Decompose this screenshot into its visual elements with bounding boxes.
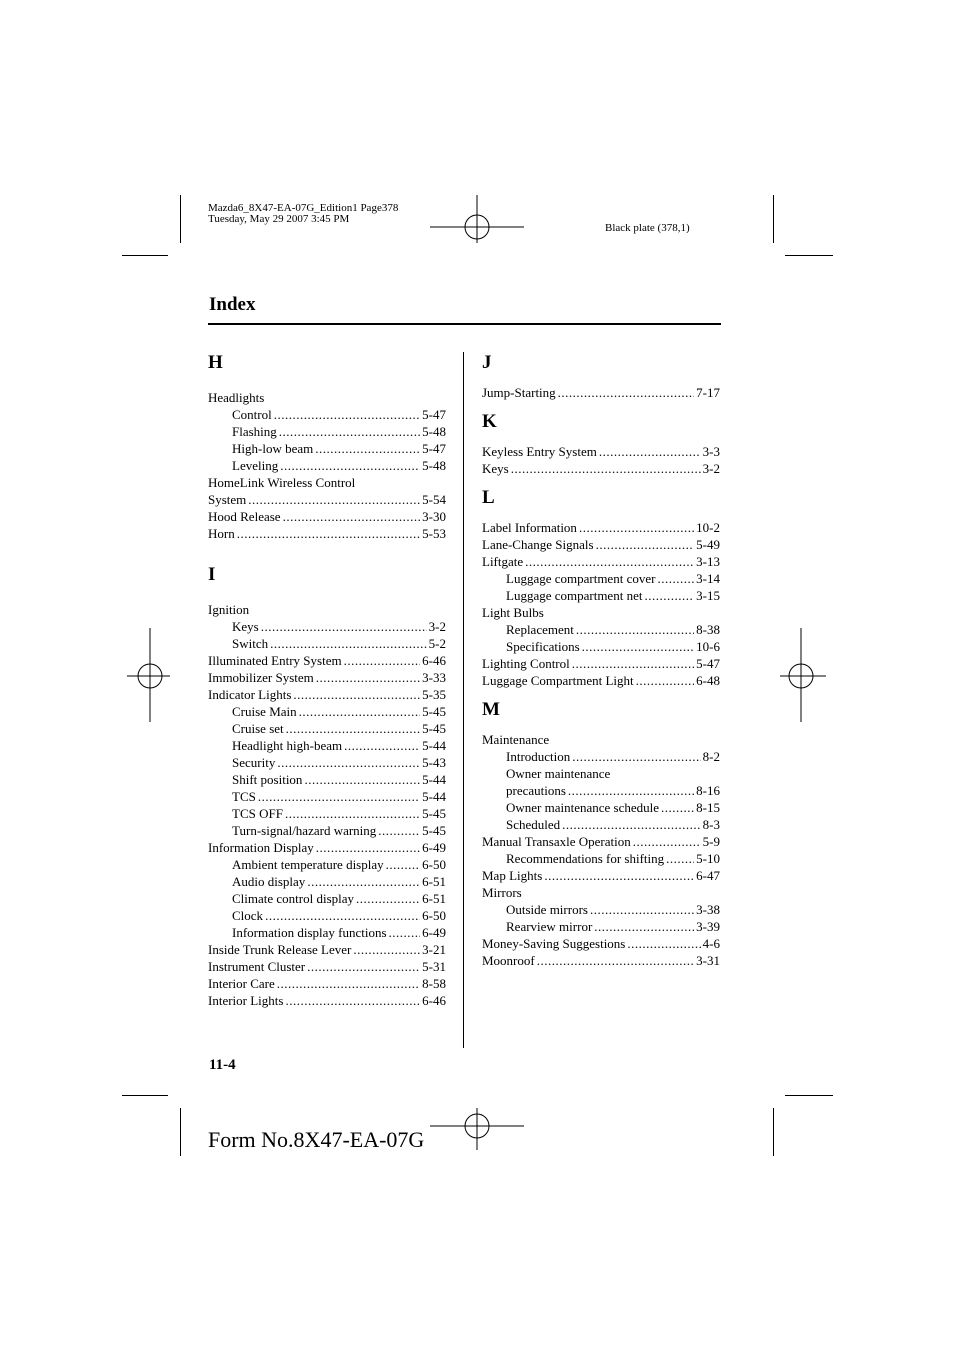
dot-leader <box>277 754 420 771</box>
entry-text: Headlight high-beam <box>232 738 343 753</box>
section-entries <box>482 443 720 477</box>
dot-leader <box>666 850 694 867</box>
dot-leader <box>277 975 420 992</box>
entry-text: Leveling <box>232 458 279 473</box>
index-entry <box>208 491 446 508</box>
index-subentry <box>482 816 720 833</box>
dot-leader <box>279 423 420 440</box>
dot-leader <box>582 638 695 655</box>
index-subentry <box>208 822 446 839</box>
index-subentry <box>482 799 720 816</box>
index-entry <box>482 553 720 570</box>
index-subentry <box>208 737 446 754</box>
entry-page: 3-30 <box>422 509 446 524</box>
entry-page: 6-47 <box>696 868 720 883</box>
dot-leader <box>378 822 420 839</box>
dot-leader <box>572 655 694 672</box>
index-subentry <box>482 765 720 782</box>
dot-leader <box>558 384 694 401</box>
dot-leader <box>657 570 694 587</box>
entry-page: 10-6 <box>696 639 720 654</box>
index-entry <box>208 958 446 975</box>
index-entry <box>482 731 720 748</box>
index-subentry <box>208 618 446 635</box>
dot-leader <box>274 406 420 423</box>
dot-leader <box>594 918 694 935</box>
entry-text: Specifications <box>506 639 580 654</box>
dot-leader <box>265 907 420 924</box>
index-entry <box>208 389 446 406</box>
entry-page: 3-31 <box>696 953 720 968</box>
index-entry <box>482 655 720 672</box>
plate-label: Black plate (378,1) <box>605 222 690 234</box>
dot-leader <box>596 536 695 553</box>
entry-text: Cruise set <box>232 721 284 736</box>
entry-text: Information display functions <box>232 925 387 940</box>
dot-leader <box>579 519 694 536</box>
index-subentry <box>208 720 446 737</box>
entry-text: Lighting Control <box>482 656 570 671</box>
dot-leader <box>293 686 420 703</box>
entry-text: Owner maintenance <box>506 766 611 781</box>
index-subentry <box>482 850 720 867</box>
index-entry <box>208 601 446 618</box>
index-subentry <box>208 440 446 457</box>
index-entry <box>208 992 446 1009</box>
index-subentry <box>208 771 446 788</box>
print-header-line1: Mazda6_8X47-EA-07G_Edition1 Page378 <box>208 202 399 214</box>
index-entry <box>482 604 720 621</box>
column-divider <box>463 352 464 1048</box>
index-subentry <box>482 901 720 918</box>
entry-text: Interior Lights <box>208 993 284 1008</box>
index-entry <box>482 384 720 401</box>
entry-page: 8-3 <box>702 817 720 832</box>
entry-page: 3-33 <box>422 670 446 685</box>
index-subentry <box>482 587 720 604</box>
print-header-line2: Tuesday, May 29 2007 3:45 PM <box>208 213 350 225</box>
section-entries <box>208 601 446 1009</box>
dot-leader <box>356 890 420 907</box>
entry-page: 5-49 <box>696 537 720 552</box>
entry-text: Luggage compartment cover <box>506 571 656 586</box>
dot-leader <box>261 618 427 635</box>
entry-text: Luggage compartment net <box>506 588 643 603</box>
index-entry <box>208 508 446 525</box>
entry-page: 6-49 <box>422 840 446 855</box>
dot-leader <box>590 901 694 918</box>
entry-page: 5-44 <box>422 772 446 787</box>
dot-leader <box>283 508 421 525</box>
section-letter: I <box>208 564 216 585</box>
dot-leader <box>562 816 701 833</box>
entry-page: 5-35 <box>422 687 446 702</box>
index-column-right <box>482 352 720 969</box>
entry-text: Audio display <box>232 874 306 889</box>
entry-page: 5-47 <box>422 407 446 422</box>
entry-text: Ambient temperature display <box>232 857 384 872</box>
entry-page: 6-51 <box>422 874 446 889</box>
section-letter: M <box>482 699 500 720</box>
section-letter: K <box>482 411 497 432</box>
dot-leader <box>568 782 694 799</box>
entry-text: Information Display <box>208 840 314 855</box>
index-subentry <box>208 703 446 720</box>
entry-page: 5-53 <box>422 526 446 541</box>
section-entries <box>482 519 720 689</box>
entry-page: 3-15 <box>696 588 720 603</box>
entry-text: Turn-signal/hazard warning <box>232 823 377 838</box>
entry-text: Immobilizer System <box>208 670 314 685</box>
entry-text: HomeLink Wireless Control <box>208 475 356 490</box>
dot-leader <box>307 873 420 890</box>
entry-text: Scheduled <box>506 817 561 832</box>
index-entry <box>482 460 720 477</box>
entry-page: 3-3 <box>702 444 720 459</box>
page-number: 11-4 <box>209 1057 236 1073</box>
index-entry <box>208 669 446 686</box>
entry-text: Flashing <box>232 424 277 439</box>
index-subentry <box>208 907 446 924</box>
section-entries <box>208 389 446 542</box>
dot-leader <box>544 867 694 884</box>
entry-text: Ignition <box>208 602 250 617</box>
dot-leader <box>248 491 420 508</box>
entry-page: 5-45 <box>422 806 446 821</box>
dot-leader <box>627 935 700 952</box>
dot-leader <box>285 805 420 822</box>
dot-leader <box>344 737 420 754</box>
dot-leader <box>633 833 701 850</box>
entry-text: Owner maintenance schedule <box>506 800 660 815</box>
index-subentry <box>208 754 446 771</box>
entry-text: System <box>208 492 247 507</box>
entry-page: 6-49 <box>422 925 446 940</box>
dot-leader <box>389 924 421 941</box>
entry-text: Label Information <box>482 520 577 535</box>
dot-leader <box>307 958 420 975</box>
index-subentry <box>482 638 720 655</box>
index-entry <box>482 672 720 689</box>
section-entries <box>482 384 720 401</box>
entry-page: 3-13 <box>696 554 720 569</box>
index-subentry <box>482 748 720 765</box>
section-entries <box>482 731 720 969</box>
dot-leader <box>270 635 427 652</box>
entry-text: Introduction <box>506 749 571 764</box>
dot-leader <box>304 771 420 788</box>
entry-text: Lane-Change Signals <box>482 537 594 552</box>
page-title: Index <box>209 294 256 315</box>
index-entry <box>208 686 446 703</box>
dot-leader <box>237 525 420 542</box>
entry-page: 5-47 <box>422 441 446 456</box>
index-entry <box>208 474 446 491</box>
entry-text: Light Bulbs <box>482 605 544 620</box>
dot-leader <box>386 856 421 873</box>
dot-leader <box>525 553 694 570</box>
entry-page: 5-54 <box>422 492 446 507</box>
entry-page: 8-58 <box>422 976 446 991</box>
index-column-left <box>208 352 446 1009</box>
index-entry <box>208 839 446 856</box>
index-entry <box>482 867 720 884</box>
entry-text: Instrument Cluster <box>208 959 306 974</box>
entry-page: 5-9 <box>702 834 720 849</box>
entry-page: 8-16 <box>696 783 720 798</box>
entry-page: 5-48 <box>422 458 446 473</box>
entry-page: 3-38 <box>696 902 720 917</box>
index-entry <box>208 525 446 542</box>
index-subentry <box>208 924 446 941</box>
entry-text: Map Lights <box>482 868 543 883</box>
index-entry <box>482 884 720 901</box>
entry-text: TCS OFF <box>232 806 283 821</box>
section-letter: L <box>482 487 495 508</box>
entry-text: Liftgate <box>482 554 524 569</box>
dot-leader <box>636 672 695 689</box>
index-entry <box>208 652 446 669</box>
entry-text: Recommendations for shifting <box>506 851 665 866</box>
dot-leader <box>299 703 421 720</box>
index-entry <box>482 935 720 952</box>
dot-leader <box>344 652 421 669</box>
dot-leader <box>661 799 694 816</box>
entry-text: Hood Release <box>208 509 281 524</box>
title-rule <box>208 323 721 325</box>
dot-leader <box>644 587 694 604</box>
entry-page: 6-46 <box>422 993 446 1008</box>
index-subentry <box>482 570 720 587</box>
entry-page: 5-44 <box>422 789 446 804</box>
index-subentry <box>208 457 446 474</box>
index-subentry <box>208 856 446 873</box>
entry-page: 5-45 <box>422 721 446 736</box>
section-letter: H <box>208 352 223 373</box>
index-subentry <box>482 782 720 799</box>
index-subentry <box>208 788 446 805</box>
index-entry <box>482 443 720 460</box>
dot-leader <box>511 460 701 477</box>
entry-page: 3-2 <box>702 461 720 476</box>
entry-page: 5-45 <box>422 823 446 838</box>
entry-page: 7-17 <box>696 385 720 400</box>
entry-text: TCS <box>232 789 256 804</box>
entry-text: Keys <box>232 619 259 634</box>
entry-page: 6-51 <box>422 891 446 906</box>
entry-text: Switch <box>232 636 269 651</box>
dot-leader <box>572 748 700 765</box>
entry-text: Clock <box>232 908 264 923</box>
entry-page: 6-50 <box>422 908 446 923</box>
dot-leader <box>286 720 421 737</box>
entry-text: Moonroof <box>482 953 535 968</box>
index-entry <box>208 975 446 992</box>
entry-text: Control <box>232 407 272 422</box>
dot-leader <box>316 669 420 686</box>
form-number: Form No.8X47-EA-07G <box>208 1127 425 1152</box>
entry-page: 5-44 <box>422 738 446 753</box>
entry-text: Climate control display <box>232 891 355 906</box>
index-subentry <box>208 873 446 890</box>
entry-page: 5-10 <box>696 851 720 866</box>
dot-leader <box>576 621 694 638</box>
entry-text: Maintenance <box>482 732 550 747</box>
entry-text: Manual Transaxle Operation <box>482 834 631 849</box>
index-subentry <box>208 423 446 440</box>
dot-leader <box>285 992 420 1009</box>
entry-text: Rearview mirror <box>506 919 593 934</box>
entry-text: Money-Saving Suggestions <box>482 936 626 951</box>
entry-page: 6-46 <box>422 653 446 668</box>
entry-page: 6-48 <box>696 673 720 688</box>
index-entry <box>482 833 720 850</box>
entry-page: 5-47 <box>696 656 720 671</box>
entry-text: Luggage Compartment Light <box>482 673 634 688</box>
entry-text: precautions <box>506 783 566 798</box>
entry-text: Illuminated Entry System <box>208 653 342 668</box>
entry-page: 3-2 <box>428 619 446 634</box>
dot-leader <box>599 443 701 460</box>
dot-leader <box>316 839 420 856</box>
entry-text: Inside Trunk Release Lever <box>208 942 352 957</box>
entry-page: 8-38 <box>696 622 720 637</box>
entry-text: Interior Care <box>208 976 275 991</box>
entry-page: 5-48 <box>422 424 446 439</box>
index-subentry <box>208 890 446 907</box>
entry-page: 3-21 <box>422 942 446 957</box>
entry-text: Replacement <box>506 622 574 637</box>
entry-text: Cruise Main <box>232 704 297 719</box>
entry-page: 5-43 <box>422 755 446 770</box>
entry-text: High-low beam <box>232 441 314 456</box>
entry-text: Shift position <box>232 772 303 787</box>
entry-page: 4-6 <box>702 936 720 951</box>
entry-text: Headlights <box>208 390 265 405</box>
entry-page: 10-2 <box>696 520 720 535</box>
entry-text: Jump-Starting <box>482 385 556 400</box>
entry-text: Indicator Lights <box>208 687 292 702</box>
entry-text: Keys <box>482 461 509 476</box>
index-subentry <box>482 918 720 935</box>
entry-text: Outside mirrors <box>506 902 588 917</box>
index-entry <box>482 536 720 553</box>
index-entry <box>482 519 720 536</box>
entry-text: Security <box>232 755 276 770</box>
index-entry <box>482 952 720 969</box>
entry-page: 8-2 <box>702 749 720 764</box>
entry-text: Keyless Entry System <box>482 444 597 459</box>
entry-page: 3-39 <box>696 919 720 934</box>
entry-page: 5-31 <box>422 959 446 974</box>
dot-leader <box>258 788 420 805</box>
index-subentry <box>482 621 720 638</box>
entry-page: 8-15 <box>696 800 720 815</box>
section-letter: J <box>482 352 492 373</box>
entry-text: Horn <box>208 526 235 541</box>
dot-leader <box>315 440 420 457</box>
index-subentry <box>208 635 446 652</box>
entry-text: Mirrors <box>482 885 522 900</box>
index-entry <box>208 941 446 958</box>
dot-leader <box>280 457 420 474</box>
index-subentry <box>208 805 446 822</box>
dot-leader <box>353 941 420 958</box>
entry-page: 5-2 <box>428 636 446 651</box>
entry-page: 3-14 <box>696 571 720 586</box>
dot-leader <box>537 952 694 969</box>
entry-page: 5-45 <box>422 704 446 719</box>
index-subentry <box>208 406 446 423</box>
entry-page: 6-50 <box>422 857 446 872</box>
